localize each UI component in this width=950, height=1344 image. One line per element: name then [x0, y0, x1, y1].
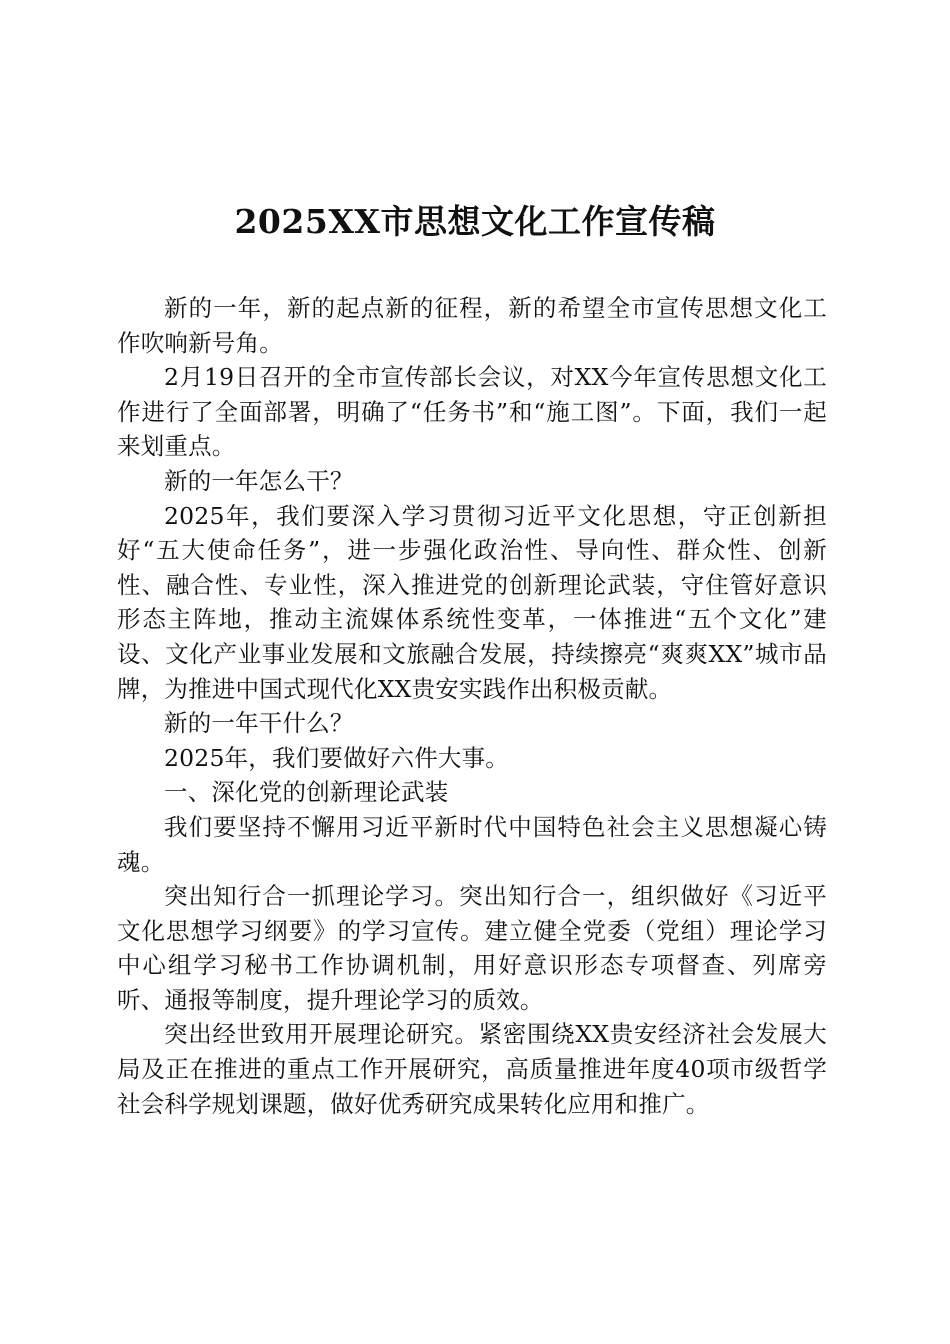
paragraph-theory-study: 突出知行合一抓理论学习。突出知行合一，组织做好《习近平文化思想学习纲要》的学习宣传。建立健全党委（党组）理论学习中心组学习秘书工作协调机制，用好意识形态专项督查、列席旁听、通报等制度，提升理论学习的质效。: [117, 882, 827, 1014]
paragraph-intro: 新的一年，新的起点新的征程，新的希望全市宣传思想文化工作吹响新号角。: [117, 294, 827, 357]
paragraph-soul: 我们要坚持不懈用习近平新时代中国特色社会主义思想凝心铸魂。: [117, 812, 827, 876]
paragraph-six-tasks: 2025年，我们要做好六件大事。: [164, 743, 510, 772]
document-title: 2025XX市思想文化工作宣传稿: [234, 202, 716, 241]
paragraph-how-question: 新的一年怎么干？: [164, 466, 354, 495]
paragraph-meeting: 2月19日召开的全市宣传部长会议，对XX今年宣传思想文化工作进行了全面部署，明确了“任务书”和“施工图”。下面，我们一起来划重点。: [117, 363, 827, 461]
section-heading-1: 一、深化党的创新理论武装: [164, 778, 449, 807]
document-body: [117, 291, 827, 1121]
paragraph-what-question: 新的一年干什么？: [164, 709, 354, 738]
paragraph-theory-research: 突出经世致用开展理论研究。紧密围绕XX贵安经济社会发展大局及正在推进的重点工作开展研究，高质量推进年度40项市级哲学社会科学规划课题，做好优秀研究成果转化应用和推广。: [117, 1020, 827, 1118]
paragraph-goals: 2025年，我们要深入学习贯彻习近平文化思想，守正创新担好“五大使命任务”，进一步强化政治性、导向性、群众性、创新性、融合性、专业性，深入推进党的创新理论武装，守住管好意识形态主阵地，推动主流媒体系统性变革，一体推进“五个文化”建设、文化产业事业发展和文旅融合发展，持续擦亮“爽爽XX”城市品牌，为推进中国式现代化XX贵安实践作出积极贡献。: [117, 501, 827, 703]
